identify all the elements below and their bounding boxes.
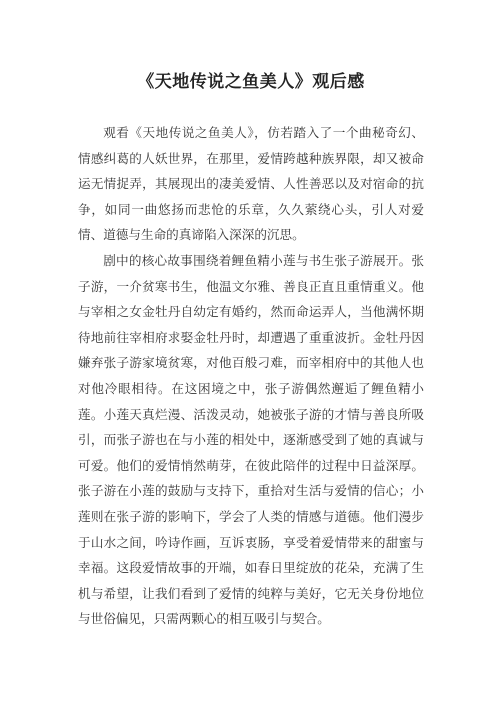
paragraph-intro: 观看《天地传说之鱼美人》，仿若踏入了一个曲秘奇幻、情感纠葛的人妖世界，在那里，爱情跨越种族界限，却又被命运无情捉弄，其展现出的凄美爱情、人性善恶以及对宿命的抗争，如同一曲悠扬而悲怆的乐章，久久萦绕心头，引人对爱情、道德与生命的真谛陷入深深的沉思。	[78, 125, 424, 243]
document-title: 《天地传说之鱼美人》观后感	[137, 72, 365, 92]
paragraph-story: 剧中的核心故事围绕着鲤鱼精小莲与书生张子游展开。张子游，一介贫寒书生，他温文尔雅、善良正直且重情重义。他与宰相之女金牡丹自幼定有婚约，然而命运弄人，当他满怀期待地前往宰相府求娶金牡丹时，却遭遇了重重波折。金牡丹因嫌弃张子游家境贫寒，对他百般刁难，而宰相府中的其他人也对他冷眼相待。在这困境之中，张子游偶然邂逅了鲤鱼精小莲。小莲天真烂漫、活泼灵动，她被张子游的才情与善良所吸引，而张子游也在与小莲的相处中，逐渐感受到了她的真诚与可爱。他们的爱情悄然萌芽，在彼此陪伴的过程中日益深厚。张子游在小莲的鼓励与支持下，重拾对生活与爱情的信心；小莲则在张子游的影响下，学会了人类的情感与道德。他们漫步于山水之间，吟诗作画，互诉衷肠，享受着爱情带来的甜蜜与幸福。这段爱情故事的开端，如春日里绽放的花朵，充满了生机与希望，让我们看到了爱情的纯粹与美好，它无关身份地位与世俗偏见，只需两颗心的相互吸引与契合。	[78, 252, 424, 627]
